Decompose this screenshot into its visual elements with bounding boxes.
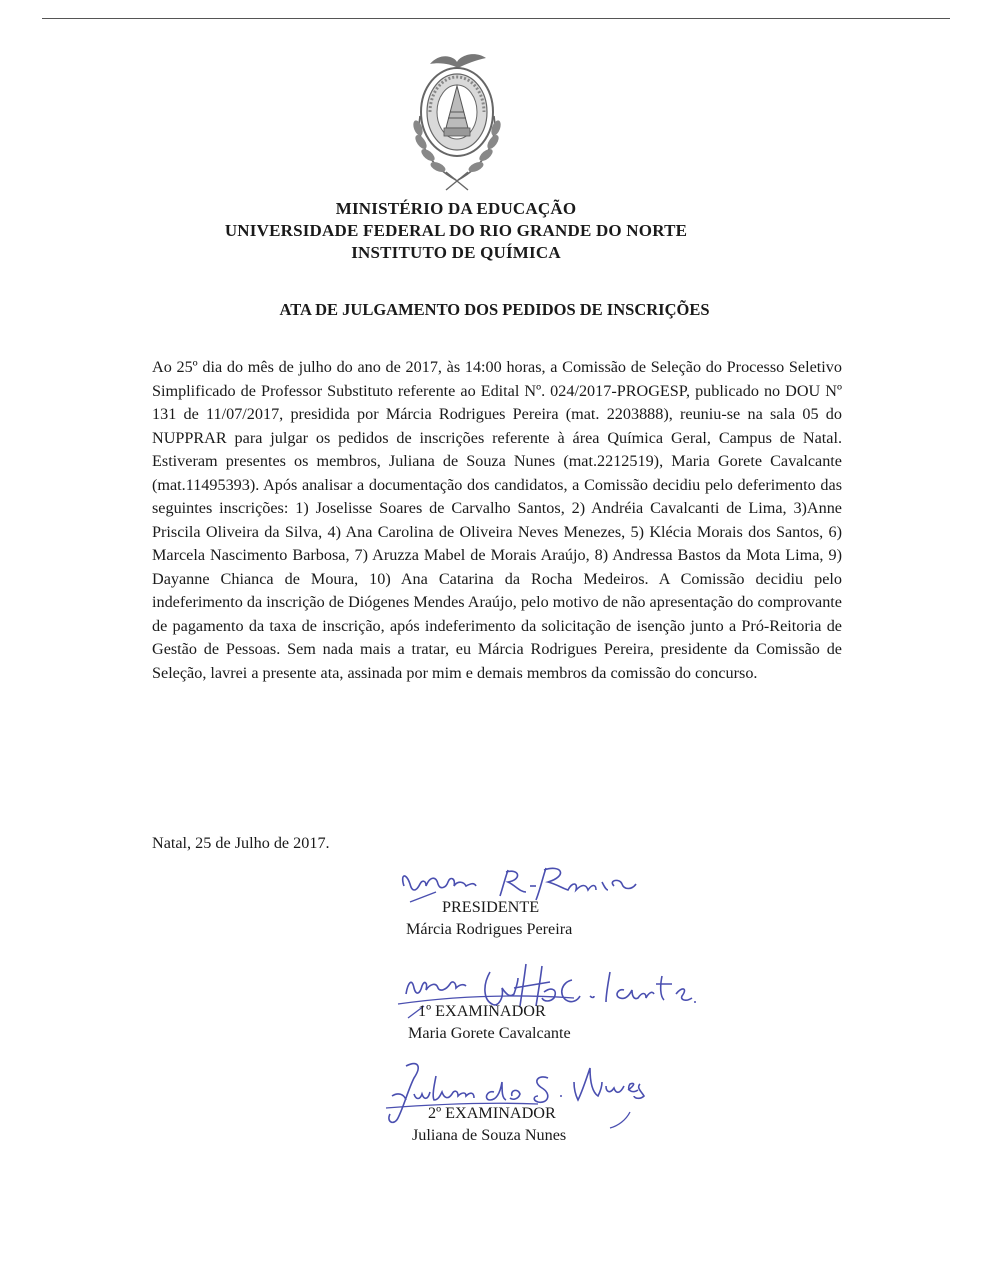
signatory-name: Juliana de Souza Nunes	[412, 1126, 567, 1144]
ministry-name: MINISTÉRIO DA EDUCAÇÃO	[335, 199, 577, 218]
signatory-name: Márcia Rodrigues Pereira	[406, 920, 573, 938]
university-name: UNIVERSIDADE FEDERAL DO RIO GRANDE DO NORTE	[224, 221, 688, 240]
signatory-role: 2º EXAMINADOR	[428, 1104, 556, 1122]
institution-header	[0, 198, 912, 264]
university-seal-icon	[396, 46, 518, 196]
signature-block-second-examiner	[412, 1102, 566, 1146]
signatory-role: 1º EXAMINADOR	[418, 1002, 546, 1020]
signature-block-first-examiner	[408, 1000, 571, 1044]
document-title: ATA DE JULGAMENTO DOS PEDIDOS DE INSCRIÇÕES	[279, 300, 710, 319]
signatory-role: PRESIDENTE	[442, 898, 540, 916]
signatory-name: Maria Gorete Cavalcante	[408, 1024, 571, 1042]
top-rule	[42, 18, 950, 19]
institute-name: INSTITUTO DE QUÍMICA	[351, 243, 561, 262]
place-date: Natal, 25 de Julho de 2017.	[152, 834, 330, 852]
minutes-body: Ao 25º dia do mês de julho do ano de 2017, às 14:00 horas, a Comissão de Seleção do Processo Seletivo Simplificado de Professor Substituto referente ao Edital Nº. 024/2017-PROGESP, publicado no DOU Nº 131 de 11/07/2017, presidida por Márcia Rodrigues Pereira (mat. 2203888), reuniu-se na sala 05 do NUPPRAR para julgar os pedidos de inscrições referente à área Química Geral, Campus de Natal. Estiveram presentes os membros, Juliana de Souza Nunes (mat.2212519), Maria Gorete Cavalcante (mat.11495393). Após analisar a documentação dos candidatos, a Comissão decidiu pelo deferimento das seguintes inscrições: 1) Joselisse Soares de Carvalho Santos, 2) Andréia Cavalcanti de Lima, 3)Anne Priscila Oliveira da Silva, 4) Ana Carolina de Oliveira Neves Menezes, 5) Klécia Morais dos Santos, 6) Marcela Nascimento Barbosa, 7) Aruzza Mabel de Morais Araújo, 8) Andressa Bastos da Mota Lima, 9) Dayanne Chianca de Moura, 10) Ana Catarina da Rocha Medeiros. A Comissão decidiu pelo indeferimento da inscrição de Diógenes Mendes Araújo, pelo motivo de não apresentação do comprovante de pagamento da taxa de inscrição, após indeferimento da solicitação de isenção junto a Pró-Reitoria de Gestão de Pessoas. Sem nada mais a tratar, eu Márcia Rodrigues Pereira, presidente da Comissão de Seleção, lavrei a presente ata, assinada por mim e demais membros da comissão do concurso.	[152, 358, 842, 682]
signature-block-president	[406, 896, 572, 940]
